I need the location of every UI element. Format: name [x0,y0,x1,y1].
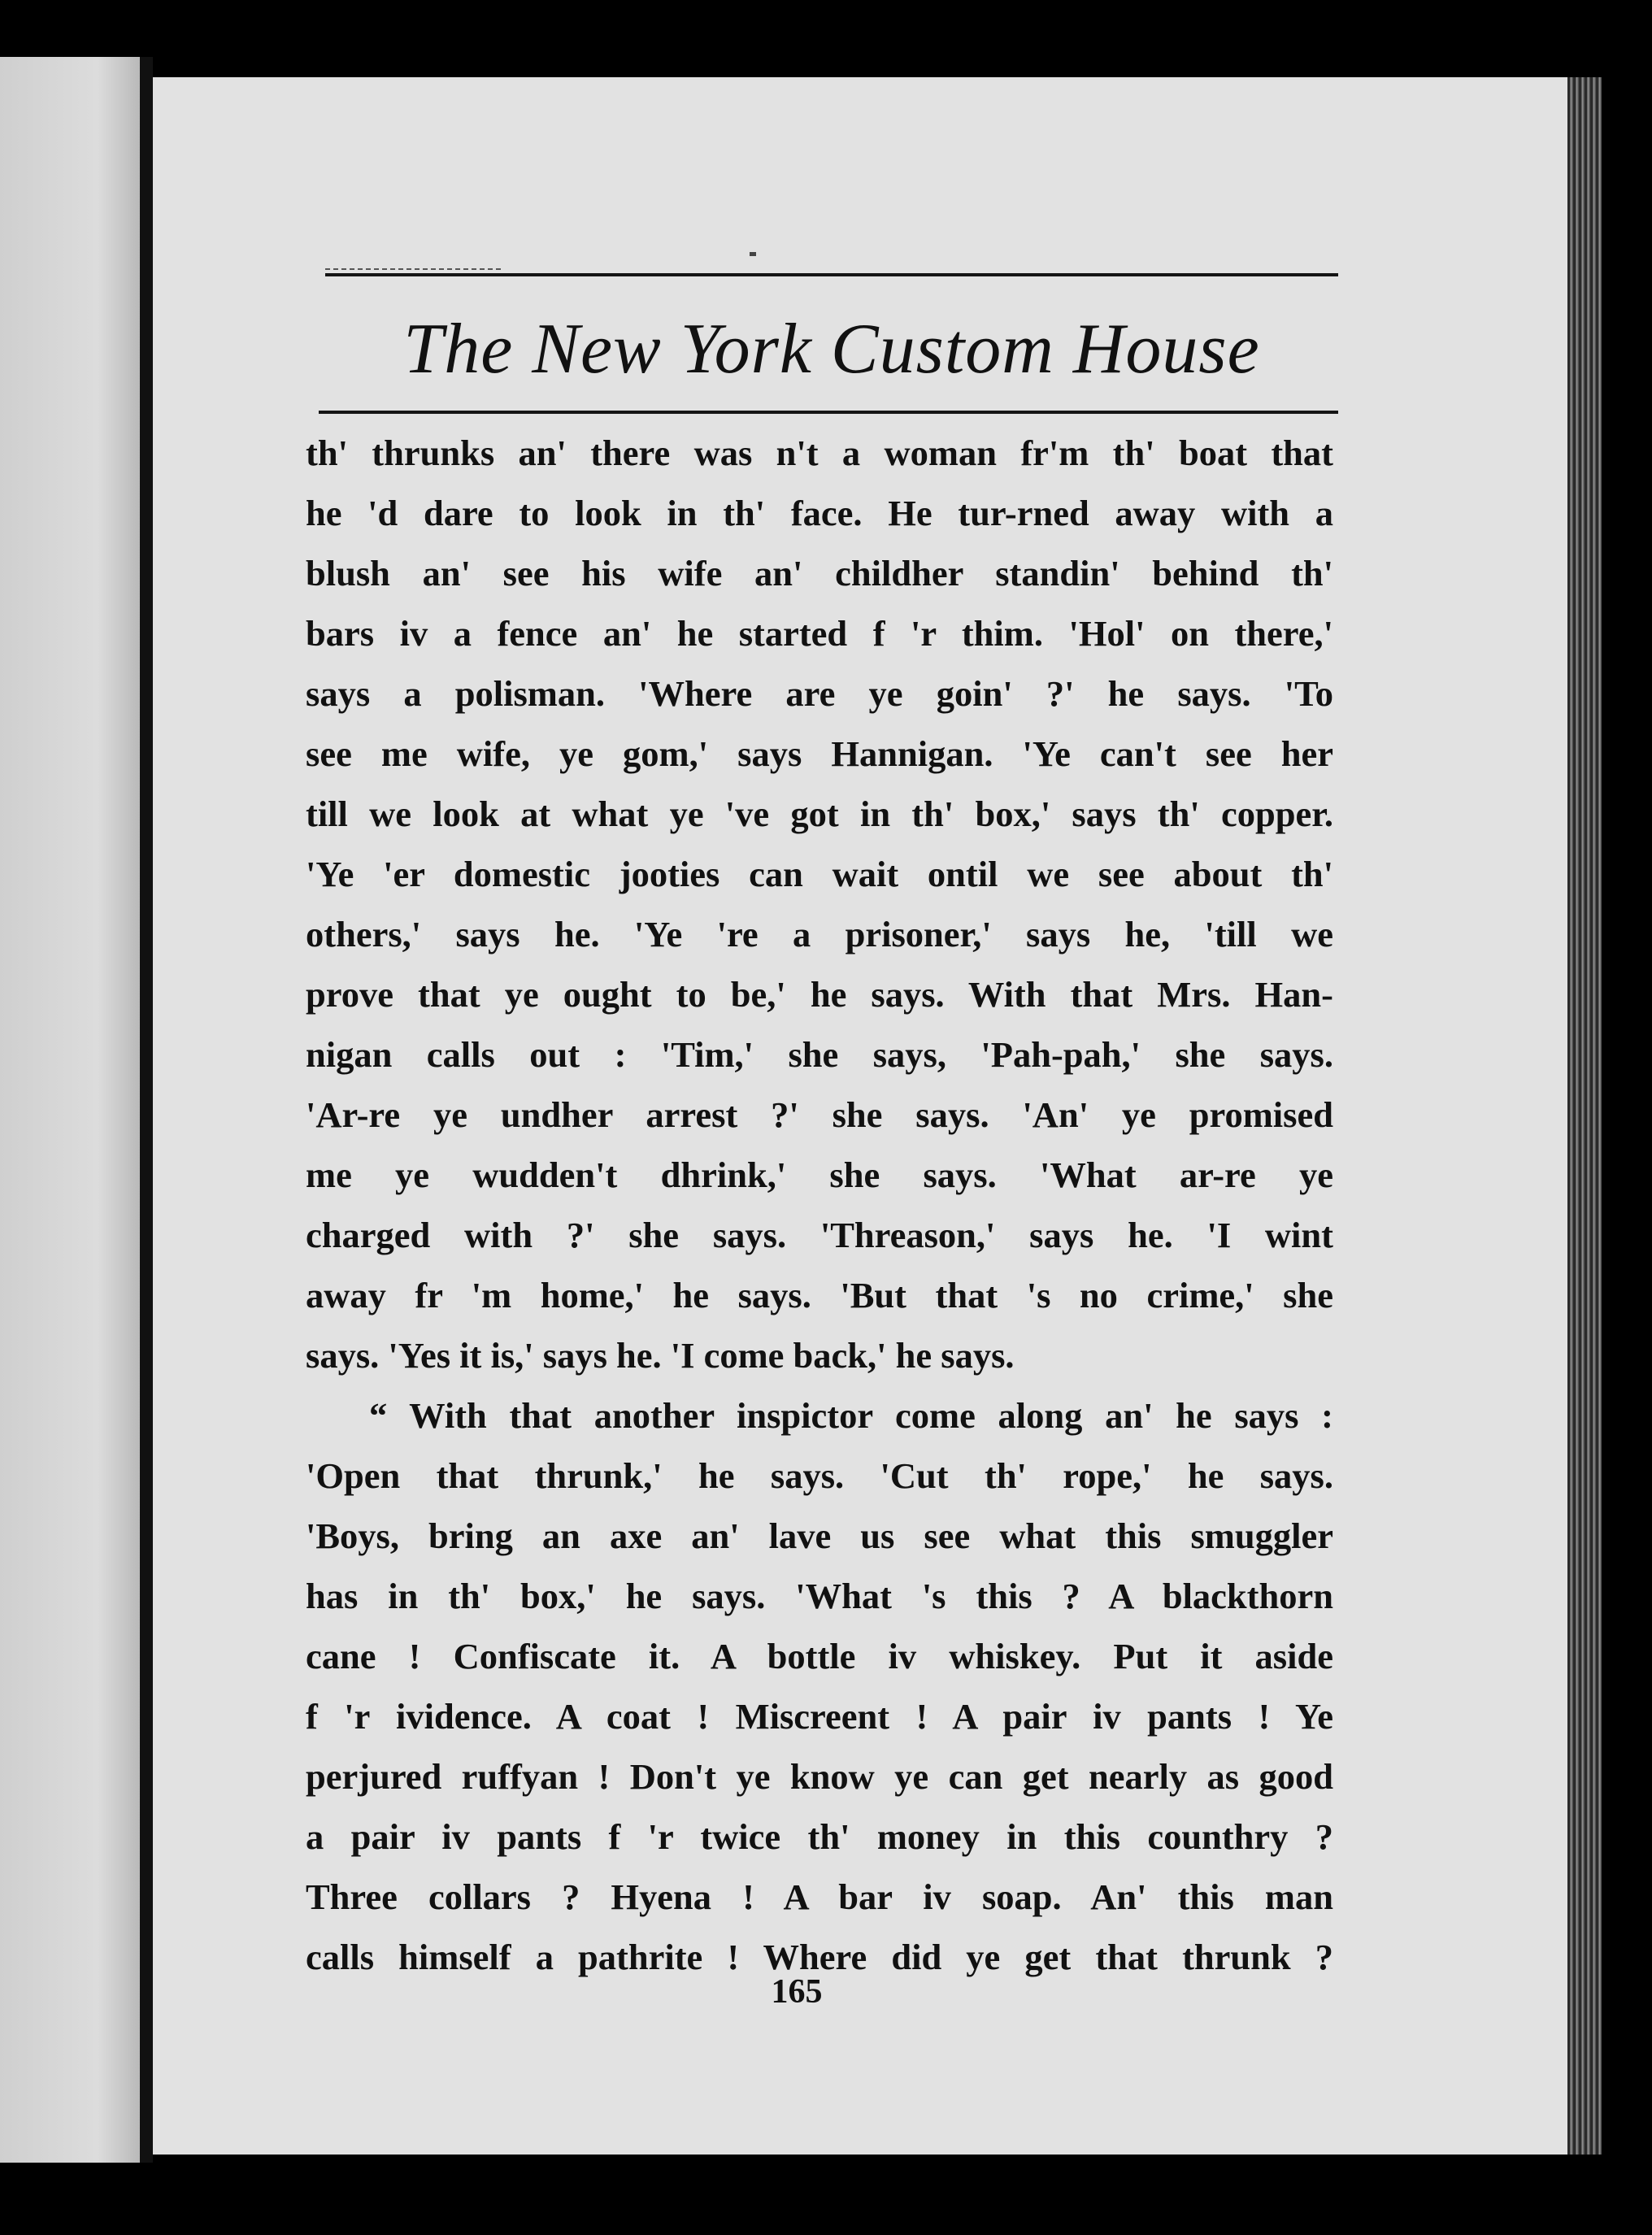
text-line: calls himself a pathrite ! Where did ye get that thrunk ? [306,1937,1333,1977]
text-line: a pair iv pants f 'r twice th' money in this counthry ? [306,1816,1333,1857]
header-bottom-rule [319,411,1338,414]
text-line: has in th' box,' he says. 'What 's this ? A blackthorn [306,1576,1333,1616]
text-line: f 'r ividence. A coat ! Miscreent ! A pair iv pants ! Ye [306,1696,1333,1737]
text-line: 'Boys, bring an axe an' lave us see what this smuggler [306,1515,1333,1556]
running-head-title: The New York Custom House [403,310,1260,389]
text-line: 'Ye 'er domestic jooties can wait ontil we see about th' [306,854,1333,894]
text-line: prove that ye ought to be,' he says. With that Mrs. Han- [306,974,1333,1015]
text-line: says. 'Yes it is,' says he. 'I come back,' he says. [306,1335,1015,1376]
page-number: 165 [771,1973,823,2011]
page-stack-edge [1567,77,1602,2155]
text-line: me ye wudden't dhrink,' she says. 'What ar-re ye [306,1154,1333,1195]
text-line: he 'd dare to look in th' face. He tur-rned away with a [306,493,1333,533]
text-line: cane ! Confiscate it. A bottle iv whiskey. Put it aside [306,1636,1333,1676]
text-line: perjured ruffyan ! Don't ye know ye can get nearly as good [306,1756,1333,1797]
text-line: others,' says he. 'Ye 're a prisoner,' says he, 'till we [306,914,1333,954]
text-line: see me wife, ye gom,' says Hannigan. 'Ye can't see her [306,733,1333,774]
left-page-edge [0,57,140,2163]
text-line: nigan calls out : 'Tim,' she says, 'Pah-pah,' she says. [306,1034,1333,1075]
text-line: blush an' see his wife an' childher standin' behind th' [306,553,1333,594]
text-line: bars iv a fence an' he started f 'r thim. 'Hol' on there,' [306,613,1333,654]
text-line: 'Open that thrunk,' he says. 'Cut th' rope,' he says. [306,1455,1333,1496]
text-line: th' thrunks an' there was n't a woman fr'm th' boat that [306,433,1333,473]
text-line: away fr 'm home,' he says. 'But that 's no crime,' she [306,1275,1333,1315]
print-speck [750,252,756,256]
text-line: Three collars ? Hyena ! A bar iv soap. An' this man [306,1876,1333,1917]
header-dashed-rule [325,268,504,270]
body-text [306,423,1333,1987]
text-line: says a polisman. 'Where are ye goin' ?' he says. 'To [306,673,1333,714]
book-gutter [140,57,153,2163]
header-top-rule [325,273,1338,276]
text-line: 'Ar-re ye undher arrest ?' she says. 'An' ye promised [306,1094,1333,1135]
text-line: till we look at what ye 've got in th' box,' says th' copper. [306,794,1333,834]
text-line: charged with ?' she says. 'Threason,' says he. 'I wint [306,1215,1333,1255]
text-line: “ With that another inspictor come along an' he says : [369,1395,1333,1436]
